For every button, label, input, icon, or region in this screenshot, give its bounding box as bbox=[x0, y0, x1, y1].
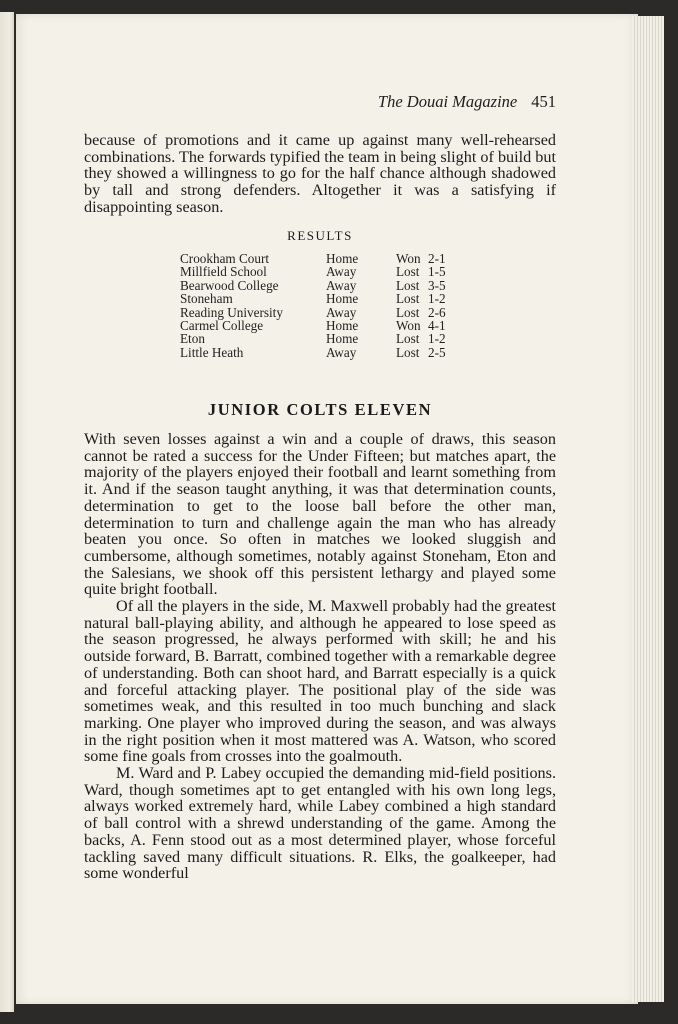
score-cell: 2-1 bbox=[428, 251, 446, 266]
table-row bbox=[180, 292, 446, 305]
table-row bbox=[180, 319, 446, 332]
page-stack-edge bbox=[632, 16, 664, 1002]
section-heading: JUNIOR COLTS ELEVEN bbox=[207, 400, 433, 419]
table-row bbox=[180, 306, 446, 319]
venue-cell: Away bbox=[326, 277, 357, 293]
body-paragraph: M. Ward and P. Labey occupied the demanding mid-field positions. Ward, though sometimes apt to get entangled with his own long legs, always worked extremely hard, while Labey combined a high standard of ball control with a shrewd understanding of the game. Among the backs, A. Fenn stood out as a most determined player, whose forceful tackling saved many difficult situations. R. Elks, the goalkeeper, had some wonderful bbox=[84, 764, 556, 883]
score-cell: 2-6 bbox=[428, 304, 446, 320]
score-cell: 3-5 bbox=[428, 277, 446, 293]
body-paragraph: Of all the players in the side, M. Maxwell probably had the greatest natural ball-playing ability, and although he appeared to lose speed as the season progressed, he always performed with skill; he and his outside forward, B. Barratt, combined together with a remarkable degree of understanding. Both can shoot hard, and Barratt especially is a quick and forceful attacking player. The positional play of the side was sometimes weak, and this resulted in too much bunching and slack marking. One player who improved during the season, and was always in the right position when it most mattered was A. Watson, who scored some fine goals from crosses into the goalmouth. bbox=[84, 597, 556, 766]
opponent-cell: Millfield School bbox=[180, 264, 267, 280]
section-body bbox=[84, 431, 556, 882]
body-paragraph: With seven losses against a win and a couple of draws, this season cannot be rated a success for the Under Fifteen; but matches apart, the majority of the players enjoyed their football and learnt something from it. And if the season taught anything, it was that determination counts, determination to get to the loose ball before the other man, determination to turn and challenge again the man who has already beaten you once. So often in matches we looked sluggish and cumbersome, although sometimes, notably against Stoneham, Eton and the Salesians, we shook off this persistent lethargy and played some quite bright football. bbox=[84, 430, 556, 599]
opponent-cell: Reading University bbox=[180, 304, 283, 320]
opponent-cell: Bearwood College bbox=[180, 277, 279, 293]
results-title: RESULTS bbox=[287, 228, 353, 243]
venue-cell: Away bbox=[326, 304, 357, 320]
table-row bbox=[180, 279, 446, 292]
result-cell: Lost bbox=[396, 344, 420, 360]
result-cell: Won bbox=[396, 318, 421, 334]
running-head bbox=[84, 92, 556, 112]
result-cell: Lost bbox=[396, 331, 420, 347]
result-cell: Won bbox=[396, 251, 421, 266]
venue-cell: Home bbox=[326, 318, 359, 334]
venue-cell: Home bbox=[326, 291, 359, 307]
result-cell: Lost bbox=[396, 264, 420, 280]
score-cell: 1-2 bbox=[428, 291, 446, 307]
score-cell: 2-5 bbox=[428, 344, 446, 360]
page-number: 451 bbox=[531, 92, 556, 111]
table-row bbox=[180, 346, 446, 359]
facing-page-edge bbox=[0, 12, 14, 1012]
results-table bbox=[180, 252, 446, 359]
table-row bbox=[180, 332, 446, 345]
table-row bbox=[180, 265, 446, 278]
venue-cell: Home bbox=[326, 331, 359, 347]
magazine-title: The Douai Magazine bbox=[377, 92, 518, 111]
result-cell: Lost bbox=[396, 304, 420, 320]
opponent-cell: Stoneham bbox=[180, 291, 233, 307]
venue-cell: Away bbox=[326, 264, 357, 280]
score-cell: 1-2 bbox=[428, 331, 446, 347]
opponent-cell: Eton bbox=[180, 331, 205, 347]
opponent-cell: Crookham Court bbox=[180, 251, 270, 266]
opponent-cell: Carmel College bbox=[180, 318, 264, 334]
opponent-cell: Little Heath bbox=[180, 344, 244, 360]
result-cell: Lost bbox=[396, 277, 420, 293]
venue-cell: Away bbox=[326, 344, 357, 360]
intro-paragraph: because of promotions and it came up against many well-rehearsed combinations. The forwards typified the team in being slight of build but they showed a willingness to go for the half chance although shadowed by tall and strong defenders. Altogether it was a satisfying if disappointing season. bbox=[84, 131, 556, 216]
table-row bbox=[180, 252, 446, 265]
result-cell: Lost bbox=[396, 291, 420, 307]
venue-cell: Home bbox=[326, 251, 359, 266]
score-cell: 1-5 bbox=[428, 264, 446, 280]
score-cell: 4-1 bbox=[428, 318, 446, 334]
